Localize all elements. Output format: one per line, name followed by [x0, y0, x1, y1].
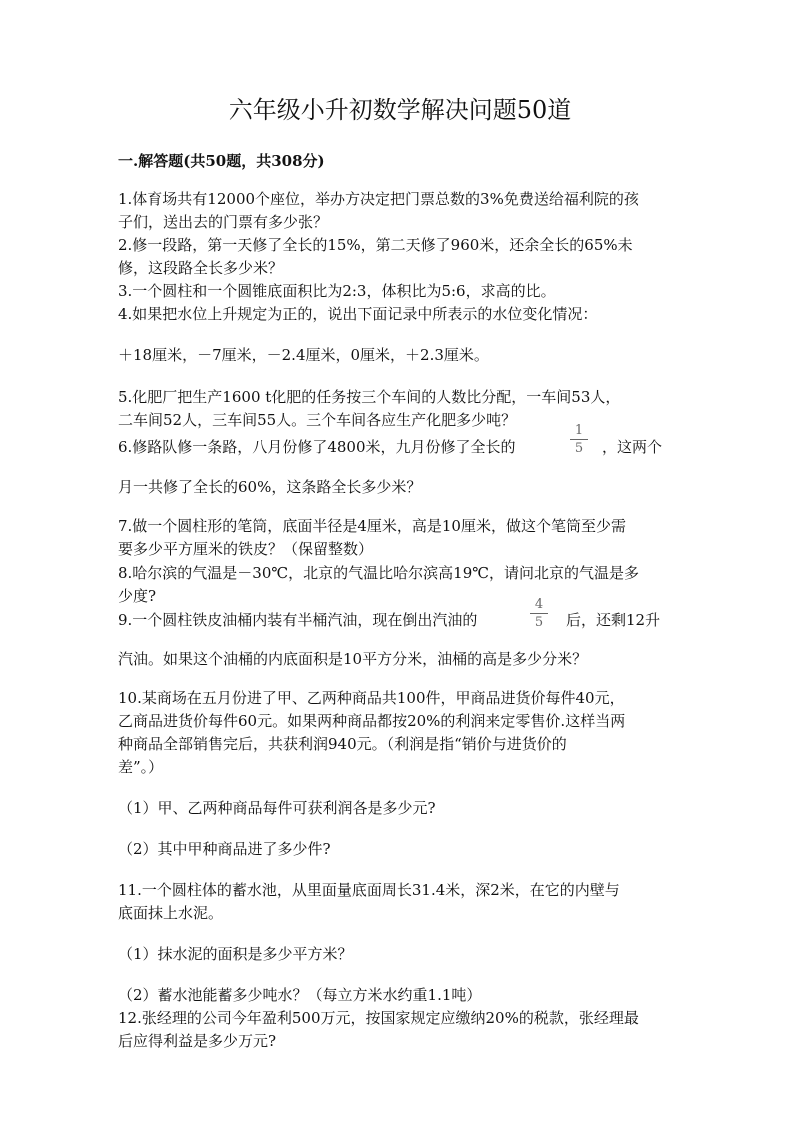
q5-line-2: 二车间52人，三车间55人。三个车间各应生产化肥多少吨？	[118, 411, 517, 429]
q6-line-2: 月一共修了全长的60%，这条路全长多少米？	[118, 478, 422, 496]
fraction-numerator: 4	[534, 597, 544, 612]
section-heading: 一.解答题(共50题，共308分)	[118, 152, 325, 170]
fraction-bar	[570, 439, 588, 440]
q4-line-1: 4.如果把水位上升规定为正的，说出下面记录中所表示的水位变化情况：	[118, 305, 598, 323]
q2-line-2: 修，这段路全长多少米？	[118, 259, 284, 277]
q12-line-2: 后应得利益是多少万元?	[118, 1032, 277, 1050]
q8-line-2: 少度?	[118, 587, 157, 605]
q9-line-2: 汽油。如果这个油桶的内底面积是10平方分米，油桶的高是多少分米？	[118, 650, 588, 668]
q11-line-2: 底面抹上水泥。	[118, 904, 224, 922]
q7-line-1: 7.做一个圆柱形的笔筒，底面半径是4厘米，高是10厘米，做这个笔筒至少需	[118, 517, 626, 535]
q10-line-1: 10.某商场在五月份进了甲、乙两种商品共100件，甲商品进货价每件40元，	[118, 689, 625, 707]
q10-line-2: 乙商品进货价每件60元。如果两种商品都按20%的利润来定零售价.这样当两	[118, 712, 626, 730]
q11-sub-2: （2）蓄水池能蓄多少吨水？（每立方米水约重1.1吨）	[118, 986, 482, 1004]
q2-line-1: 2.修一段路，第一天修了全长的15%，第二天修了960米，还余全长的65%未	[118, 236, 633, 254]
q9-line-1b: 后，还剩12升	[566, 611, 661, 629]
q10-sub-1: （1）甲、乙两种商品每件可获利润各是多少元?	[118, 799, 436, 817]
q6-line-1a: 6.修路队修一条路，八月份修了4800米，九月份修了全长的	[118, 438, 516, 456]
fraction-one-fifth	[570, 423, 588, 456]
q1-line-1: 1.体育场共有12000个座位，举办方决定把门票总数的3%免费送给福利院的孩	[118, 190, 639, 208]
q11-line-1: 11.一个圆柱体的蓄水池，从里面量底面周长31.4米，深2米，在它的内壁与	[118, 881, 620, 899]
fraction-denominator: 5	[534, 615, 544, 630]
q8-line-1: 8.哈尔滨的气温是－30℃，北京的气温比哈尔滨高19℃，请问北京的气温是多	[118, 564, 640, 582]
q1-line-2: 子们，送出去的门票有多少张？	[118, 213, 329, 231]
fraction-denominator: 5	[574, 441, 584, 456]
q5-line-1: 5.化肥厂把生产1600 t化肥的任务按三个车间的人数比分配，一车间53人，	[118, 388, 621, 406]
page-title: 六年级小升初数学解决问题50道	[228, 96, 572, 124]
fraction-bar	[530, 613, 548, 614]
fraction-four-fifths	[530, 597, 548, 630]
q10-line-3: 种商品全部销售完后，共获利润940元。（利润是指“销价与进货价的	[118, 735, 567, 753]
q9-line-1a: 9.一个圆柱铁皮油桶内装有半桶汽油，现在倒出汽油的	[118, 611, 478, 629]
q6-line-1b: ，这两个	[602, 438, 663, 456]
q11-sub-1: （1）抹水泥的面积是多少平方米？	[118, 945, 353, 963]
q10-line-4: 差”。）	[118, 758, 164, 776]
q3-line: 3.一个圆柱和一个圆锥底面积比为2:3，体积比为5:6，求高的比。	[118, 282, 556, 300]
fraction-numerator: 1	[574, 423, 584, 438]
q4-line-2: ＋18厘米，－7厘米，－2.4厘米，0厘米，＋2.3厘米。	[118, 346, 489, 364]
q12-line-1: 12.张经理的公司今年盈利500万元，按国家规定应缴纳20%的税款，张经理最	[118, 1009, 639, 1027]
q7-line-2: 要多少平方厘米的铁皮？（保留整数）	[118, 540, 374, 558]
q10-sub-2: （2）其中甲种商品进了多少件?	[118, 840, 331, 858]
